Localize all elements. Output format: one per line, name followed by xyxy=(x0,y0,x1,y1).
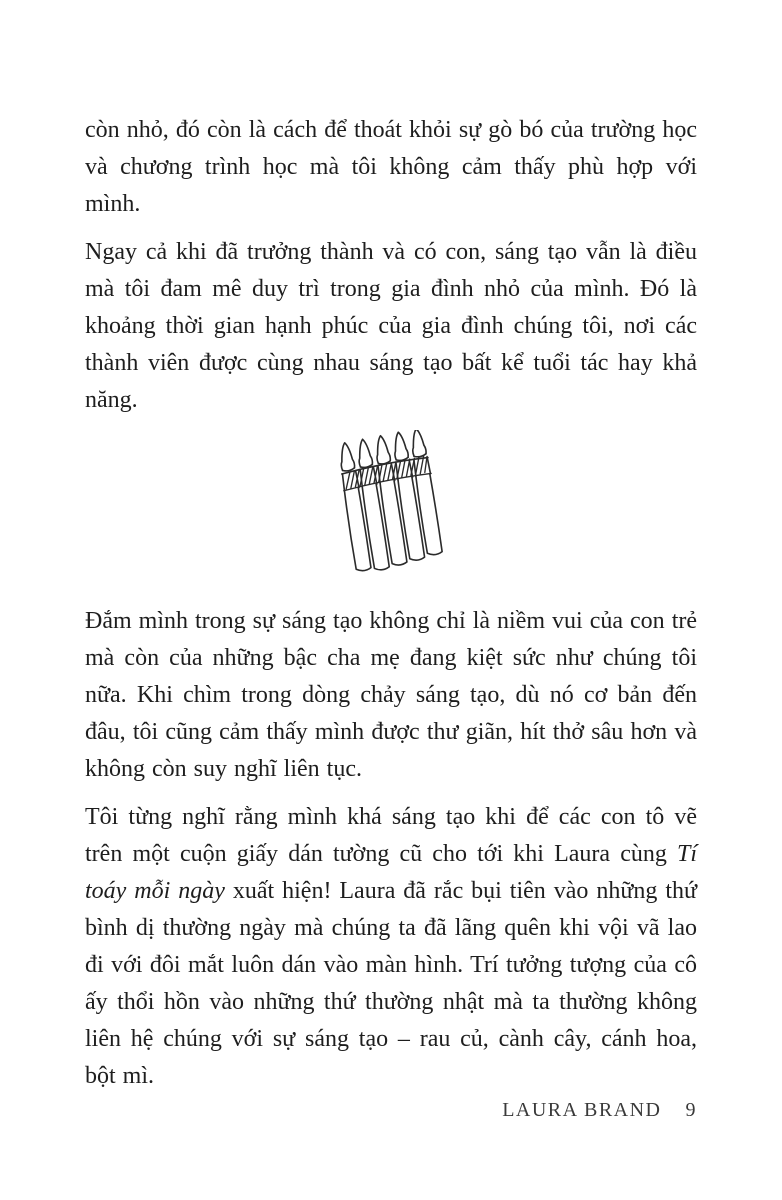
page-body-text xyxy=(85,112,697,1095)
paragraph-2: Ngay cả khi đã trưởng thành và có con, sáng tạo vẫn là điều mà tôi đam mê duy trì trong gia đình nhỏ của mình. Đó là khoảng thời gian hạnh phúc của gia đình chúng tôi, nơi các thành viên được cùng nhau sáng tạo bất kể tuổi tác hay khả năng. xyxy=(85,239,697,413)
paragraph-4-text-before: Tôi từng nghĩ rằng mình khá sáng tạo khi để các con tô vẽ trên một cuộn giấy dán tường cũ cho tới khi Laura cùng xyxy=(85,804,697,867)
paragraph-4-text-after: xuất hiện! Laura đã rắc bụi tiên vào những thứ bình dị thường ngày mà chúng ta đã lãng quên khi vội vã lao đi với đôi mắt luôn dán vào màn hình. Trí tưởng tượng của cô ấy thổi hồn vào những thứ thường nhật mà ta thường không liên hệ chúng với sự sáng tạo – rau củ, cành cây, cánh hoa, bột mì. xyxy=(85,878,697,1089)
paragraph-3: Đắm mình trong sự sáng tạo không chỉ là niềm vui của con trẻ mà còn của những bậc cha mẹ đang kiệt sức như chúng tôi nữa. Khi chìm trong dòng chảy sáng tạo, dù nó cơ bản đến đâu, tôi cũng cảm thấy mình được thư giãn, hít thở sâu hơn và không còn suy nghĩ liên tục. xyxy=(85,608,697,782)
footer-author: LAURA BRAND xyxy=(502,1099,662,1121)
crayons-sketch-icon xyxy=(331,430,451,576)
paragraph-1: còn nhỏ, đó còn là cách để thoát khỏi sự gò bó của trường học và chương trình học mà tôi không cảm thấy phù hợp với mình. xyxy=(85,117,697,217)
book-title-italic: Tí toáy mỗi ngày xyxy=(85,841,697,904)
page-footer xyxy=(502,1097,697,1123)
crayons-illustration xyxy=(85,430,697,581)
footer-page-number: 9 xyxy=(685,1099,697,1121)
paragraph-4 xyxy=(85,799,697,1095)
